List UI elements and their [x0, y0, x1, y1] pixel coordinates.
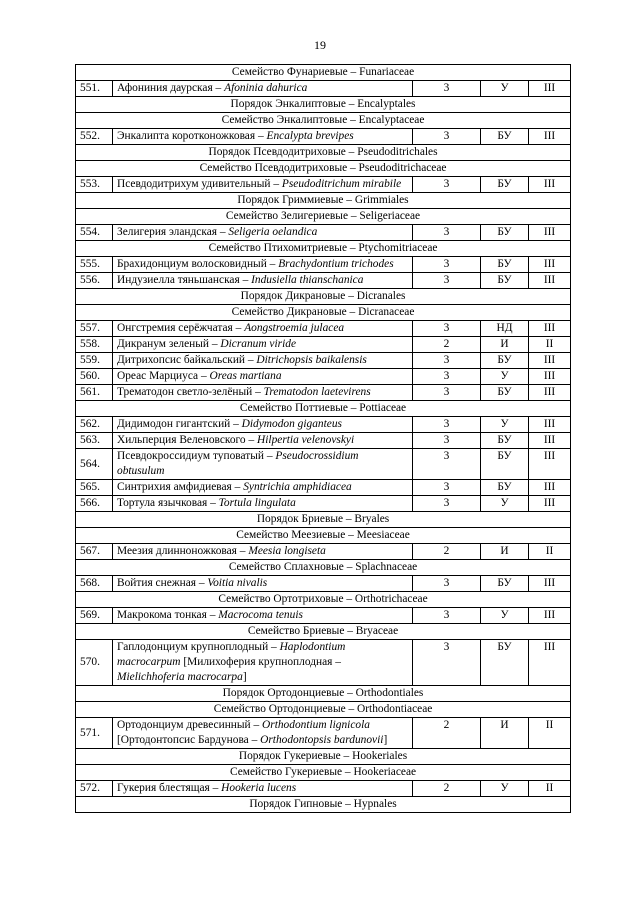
category-cell: 3 [413, 449, 481, 480]
name-russian: Меезия длинноножковая – [117, 545, 249, 557]
category-cell: 3 [413, 417, 481, 433]
name-latin: Hookeria lucens [221, 782, 297, 794]
species-row [76, 337, 571, 353]
species-row [76, 480, 571, 496]
group-cell: III [529, 608, 571, 624]
status-cell: БУ [481, 480, 529, 496]
species-number: 564. [76, 449, 113, 480]
synonym-bracket: ] [383, 734, 388, 746]
category-cell: 2 [413, 781, 481, 797]
section-header: Семейство Ортотриховые – Orthotrichaceae [76, 592, 571, 608]
category-cell: 2 [413, 718, 481, 749]
section-header: Порядок Гипновые – Hypnales [76, 797, 571, 813]
species-name [113, 640, 413, 686]
group-cell: III [529, 640, 571, 686]
group-cell: III [529, 385, 571, 401]
category-cell: 3 [413, 576, 481, 592]
section-header: Семейство Энкалиптовые – Encalyptaceae [76, 113, 571, 129]
section-header-row [76, 560, 571, 576]
section-header: Порядок Дикрановые – Dicranales [76, 289, 571, 305]
section-header-row [76, 702, 571, 718]
species-number: 560. [76, 369, 113, 385]
species-row [76, 177, 571, 193]
name-russian: Тортула язычковая – [117, 497, 219, 509]
species-name [113, 496, 413, 512]
section-header-row [76, 624, 571, 640]
status-cell: БУ [481, 449, 529, 480]
species-name [113, 480, 413, 496]
species-name [113, 608, 413, 624]
group-cell: II [529, 337, 571, 353]
species-number: 561. [76, 385, 113, 401]
species-row [76, 417, 571, 433]
section-header: Порядок Энкалиптовые – Encalyptales [76, 97, 571, 113]
name-latin: Tortula lingulata [218, 497, 296, 509]
section-header-row [76, 289, 571, 305]
section-header: Порядок Бриевые – Bryales [76, 512, 571, 528]
name-russian: Афониния даурская – [117, 82, 225, 94]
name-latin: Didymodon giganteus [241, 418, 342, 430]
category-cell: 3 [413, 353, 481, 369]
species-name [113, 337, 413, 353]
species-name [113, 321, 413, 337]
section-header-row [76, 161, 571, 177]
section-header-row [76, 97, 571, 113]
name-russian: Ореас Марциуса – [117, 370, 210, 382]
status-cell: БУ [481, 385, 529, 401]
section-header: Семейство Птихомитриевые – Ptychomitriaceae [76, 241, 571, 257]
category-cell: 3 [413, 433, 481, 449]
species-number: 566. [76, 496, 113, 512]
page-number: 19 [314, 38, 326, 52]
name-russian: Макрокома тонкая – [117, 609, 219, 621]
section-header: Семейство Псевдодитриховые – Pseudoditrichaceae [76, 161, 571, 177]
group-cell: III [529, 81, 571, 97]
category-cell: 2 [413, 544, 481, 560]
species-row [76, 640, 571, 686]
species-name [113, 449, 413, 480]
section-header: Семейство Бриевые – Bryaceae [76, 624, 571, 640]
species-name [113, 544, 413, 560]
species-name [113, 273, 413, 289]
group-cell: III [529, 480, 571, 496]
species-number: 571. [76, 718, 113, 749]
name-russian: Зелигерия эландская – [117, 226, 229, 238]
section-header: Порядок Гукериевые – Hookeriales [76, 749, 571, 765]
name-russian: Гукерия блестящая – [117, 782, 222, 794]
species-name [113, 576, 413, 592]
name-russian: Брахидонциум волосковидный – [117, 258, 279, 270]
status-cell: БУ [481, 129, 529, 145]
species-number: 563. [76, 433, 113, 449]
section-header: Порядок Гриммиевые – Grimmiales [76, 193, 571, 209]
category-cell: 3 [413, 369, 481, 385]
group-cell: III [529, 417, 571, 433]
name-latin: Meesia longiseta [248, 545, 326, 557]
section-header-row [76, 512, 571, 528]
section-header: Семейство Меезиевые – Meesiaceae [76, 528, 571, 544]
species-number: 551. [76, 81, 113, 97]
group-cell: III [529, 433, 571, 449]
species-row [76, 544, 571, 560]
species-row [76, 576, 571, 592]
name-russian: Трематодон светло-зелёный – [117, 386, 264, 398]
name-russian: Гаплодонциум крупноплодный – [117, 641, 280, 653]
status-cell: НД [481, 321, 529, 337]
group-cell: III [529, 177, 571, 193]
name-latin: Pseudoditrichum mirabile [281, 178, 402, 190]
synonym-russian: [Ортодонтопсис Бардунова – [117, 734, 261, 746]
category-cell: 3 [413, 608, 481, 624]
status-cell: БУ [481, 576, 529, 592]
group-cell: III [529, 353, 571, 369]
name-russian: Ортодонциум древесинный – [117, 719, 263, 731]
name-latin: Brachydontium trichodes [278, 258, 394, 270]
name-latin: Hilpertia velenovskyi [257, 434, 355, 446]
species-row [76, 608, 571, 624]
species-row [76, 718, 571, 749]
species-row [76, 129, 571, 145]
name-latin: Syntrichia amphidiacea [243, 481, 352, 493]
category-cell: 3 [413, 225, 481, 241]
name-latin: Voitia nivalis [207, 577, 268, 589]
section-header-row [76, 686, 571, 702]
section-header-row [76, 528, 571, 544]
name-latin: Trematodon laetevirens [263, 386, 371, 398]
name-latin: Macrocoma tenuis [218, 609, 303, 621]
species-name [113, 417, 413, 433]
species-row [76, 433, 571, 449]
name-russian: Войтия снежная – [117, 577, 208, 589]
species-row [76, 496, 571, 512]
species-row [76, 353, 571, 369]
species-row [76, 385, 571, 401]
species-number: 557. [76, 321, 113, 337]
group-cell: II [529, 781, 571, 797]
section-header: Семейство Зелигериевые – Seligeriaceae [76, 209, 571, 225]
species-number: 559. [76, 353, 113, 369]
section-header: Семейство Поттиевые – Pottiaceae [76, 401, 571, 417]
name-latin: Indusiella thianschanica [251, 274, 364, 286]
category-cell: 3 [413, 496, 481, 512]
status-cell: У [481, 781, 529, 797]
synonym-bracket: ] [242, 671, 247, 683]
species-name [113, 177, 413, 193]
species-name [113, 81, 413, 97]
species-row [76, 321, 571, 337]
name-russian: Хильперция Веленовского – [117, 434, 258, 446]
name-latin: Dicranum viride [220, 338, 296, 350]
category-cell: 3 [413, 81, 481, 97]
category-cell: 3 [413, 385, 481, 401]
section-header: Порядок Псевдодитриховые – Pseudoditrichales [76, 145, 571, 161]
section-header-row [76, 241, 571, 257]
group-cell: III [529, 257, 571, 273]
name-russian: Энкалипта коротконожковая – [117, 130, 267, 142]
status-cell: У [481, 417, 529, 433]
species-number: 562. [76, 417, 113, 433]
species-name [113, 353, 413, 369]
species-number: 555. [76, 257, 113, 273]
section-header-row [76, 65, 571, 81]
name-russian: Дидимодон гигантский – [117, 418, 242, 430]
section-header-row [76, 209, 571, 225]
name-russian: Дикранум зеленый – [117, 338, 221, 350]
name-latin: Pseudocrossidium obtusulum [117, 450, 359, 477]
species-number: 558. [76, 337, 113, 353]
status-cell: БУ [481, 273, 529, 289]
species-name [113, 257, 413, 273]
synonym-russian: [Милихоферия крупноплодная – [180, 656, 341, 668]
species-name [113, 781, 413, 797]
species-number: 552. [76, 129, 113, 145]
group-cell: III [529, 576, 571, 592]
species-number: 567. [76, 544, 113, 560]
species-number: 568. [76, 576, 113, 592]
name-latin: Afoninia dahurica [224, 82, 308, 94]
status-cell: БУ [481, 433, 529, 449]
name-latin: Seligeria oelandica [228, 226, 318, 238]
group-cell: III [529, 449, 571, 480]
status-cell: И [481, 718, 529, 749]
species-number: 553. [76, 177, 113, 193]
group-cell: III [529, 369, 571, 385]
synonym-latin: Orthodontopsis bardunovii [260, 734, 384, 746]
group-cell: III [529, 273, 571, 289]
category-cell: 3 [413, 273, 481, 289]
species-row [76, 781, 571, 797]
species-row [76, 81, 571, 97]
status-cell: И [481, 337, 529, 353]
synonym-latin: Mielichhoferia macrocarpa [117, 671, 243, 683]
group-cell: II [529, 718, 571, 749]
section-header: Порядок Ортодонциевые – Orthodontiales [76, 686, 571, 702]
species-number: 556. [76, 273, 113, 289]
category-cell: 3 [413, 257, 481, 273]
species-table-body [76, 65, 571, 813]
species-name [113, 129, 413, 145]
species-row [76, 369, 571, 385]
category-cell: 3 [413, 177, 481, 193]
status-cell: БУ [481, 640, 529, 686]
name-latin: Oreas martiana [209, 370, 282, 382]
section-header-row [76, 797, 571, 813]
group-cell: III [529, 225, 571, 241]
section-header-row [76, 592, 571, 608]
section-header-row [76, 765, 571, 781]
name-latin: Ditrichopsis baikalensis [256, 354, 367, 366]
species-number: 569. [76, 608, 113, 624]
group-cell: III [529, 129, 571, 145]
species-row [76, 257, 571, 273]
name-latin: Haplodontium macrocarpum [117, 641, 346, 668]
species-name [113, 718, 413, 749]
name-latin: Aongstroemia julacea [244, 322, 345, 334]
category-cell: 3 [413, 321, 481, 337]
name-russian: Онгстремия серёжчатая – [117, 322, 245, 334]
section-header: Семейство Гукериевые – Hookeriaceae [76, 765, 571, 781]
species-name [113, 385, 413, 401]
name-russian: Псевдокроссидиум туповатый – [117, 450, 276, 462]
name-russian: Индузиелла тяньшанская – [117, 274, 252, 286]
status-cell: БУ [481, 177, 529, 193]
status-cell: И [481, 544, 529, 560]
status-cell: БУ [481, 257, 529, 273]
species-name [113, 225, 413, 241]
status-cell: У [481, 81, 529, 97]
name-russian: Дитрихопсис байкальский – [117, 354, 257, 366]
status-cell: У [481, 369, 529, 385]
section-header-row [76, 305, 571, 321]
section-header: Семейство Дикрановые – Dicranaceae [76, 305, 571, 321]
species-row [76, 225, 571, 241]
category-cell: 3 [413, 480, 481, 496]
status-cell: БУ [481, 353, 529, 369]
status-cell: У [481, 608, 529, 624]
category-cell: 2 [413, 337, 481, 353]
category-cell: 3 [413, 129, 481, 145]
section-header-row [76, 749, 571, 765]
species-number: 565. [76, 480, 113, 496]
name-russian: Псевдодитрихум удивительный – [117, 178, 282, 190]
species-name [113, 369, 413, 385]
status-cell: БУ [481, 225, 529, 241]
category-cell: 3 [413, 640, 481, 686]
species-name [113, 433, 413, 449]
species-number: 572. [76, 781, 113, 797]
group-cell: II [529, 544, 571, 560]
section-header-row [76, 145, 571, 161]
species-table [75, 64, 571, 813]
name-latin: Orthodontium lignicola [262, 719, 370, 731]
section-header-row [76, 113, 571, 129]
species-number: 554. [76, 225, 113, 241]
name-russian: Синтрихия амфидиевая – [117, 481, 244, 493]
group-cell: III [529, 496, 571, 512]
group-cell: III [529, 321, 571, 337]
species-row [76, 449, 571, 480]
species-number: 570. [76, 640, 113, 686]
species-row [76, 273, 571, 289]
section-header-row [76, 193, 571, 209]
section-header-row [76, 401, 571, 417]
status-cell: У [481, 496, 529, 512]
section-header: Семейство Фунариевые – Funariaceae [76, 65, 571, 81]
section-header: Семейство Сплахновые – Splachnaceae [76, 560, 571, 576]
name-latin: Encalypta brevipes [266, 130, 354, 142]
section-header: Семейство Ортодонциевые – Orthodontiaceae [76, 702, 571, 718]
